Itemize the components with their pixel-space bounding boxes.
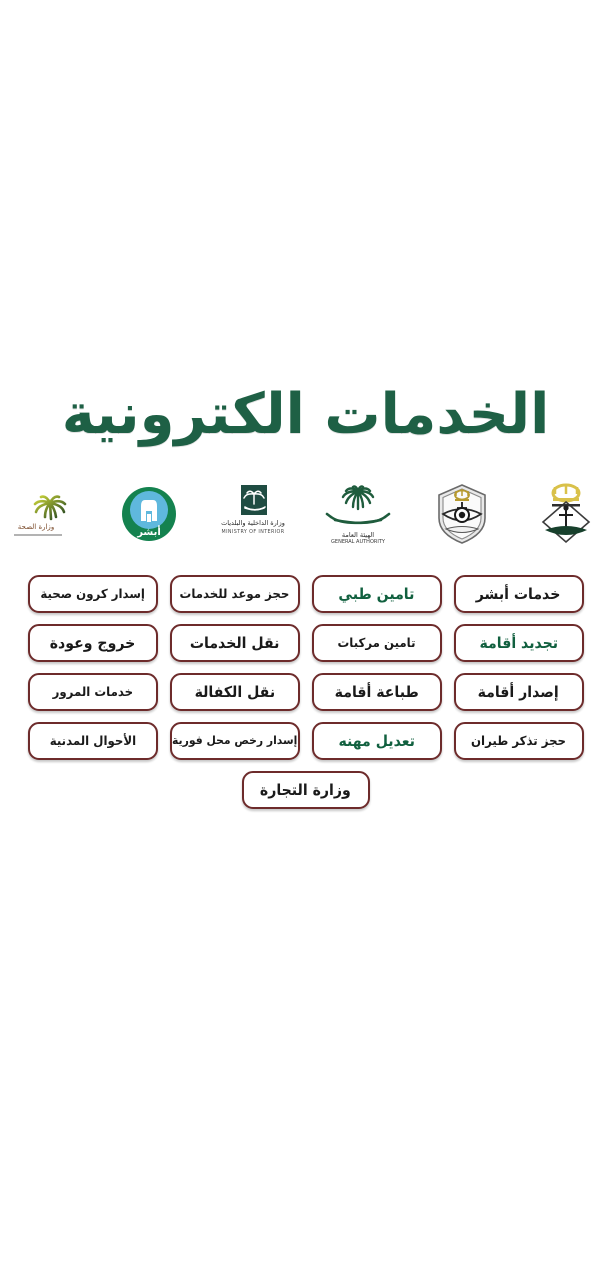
service-button-label: وزارة التجارة bbox=[260, 780, 351, 799]
service-button-traffic-services[interactable] bbox=[28, 673, 158, 711]
service-button-label: خروج وعودة bbox=[49, 633, 136, 652]
logo-strip bbox=[0, 478, 611, 550]
jawazat-passports-badge-icon bbox=[423, 479, 501, 549]
service-button-civil-affairs[interactable] bbox=[28, 722, 158, 760]
service-button-change-profession[interactable] bbox=[312, 722, 442, 760]
service-button-print-residency[interactable] bbox=[312, 673, 442, 711]
service-button-label: تامين مركبات bbox=[337, 634, 416, 650]
services-row-2 bbox=[0, 624, 611, 662]
services-row-4 bbox=[0, 722, 611, 760]
service-button-label: تجديد أقامة bbox=[479, 633, 558, 652]
service-button-label: طباعة أقامة bbox=[334, 682, 419, 701]
services-button-grid bbox=[0, 575, 611, 809]
service-button-label: نقل الكفالة bbox=[194, 682, 275, 701]
palm-tree-logo-icon bbox=[6, 479, 84, 549]
services-row-3 bbox=[0, 673, 611, 711]
service-button-book-service-appointment[interactable] bbox=[170, 575, 300, 613]
svg-text:GENERAL AUTHORITY: GENERAL AUTHORITY bbox=[330, 539, 385, 545]
service-button-label: إصدار أقامة bbox=[477, 682, 560, 701]
service-button-book-flight-ticket[interactable] bbox=[454, 722, 584, 760]
absher-circle-logo-icon bbox=[110, 479, 188, 549]
service-button-transfer-services[interactable] bbox=[170, 624, 300, 662]
service-button-absher-services[interactable] bbox=[454, 575, 584, 613]
svg-text:MINISTRY OF INTERIOR: MINISTRY OF INTERIOR bbox=[221, 530, 285, 535]
service-button-ministry-of-commerce[interactable] bbox=[242, 771, 370, 809]
page-title-container bbox=[0, 382, 611, 447]
saudi-palm-swords-emblem-icon bbox=[319, 479, 397, 549]
service-button-label: نقل الخدمات bbox=[189, 633, 280, 652]
svg-text:أبشر: أبشر bbox=[137, 527, 161, 538]
svg-text:وزارة الداخلية والبلديات: وزارة الداخلية والبلديات bbox=[221, 519, 286, 527]
service-button-label: حجز موعد للخدمات bbox=[179, 585, 290, 601]
service-button-issue-residency[interactable] bbox=[454, 673, 584, 711]
page-title: الخدمات الكترونية bbox=[61, 382, 550, 447]
service-button-label: الأحوال المدنية bbox=[49, 732, 136, 748]
service-button-exit-reentry[interactable] bbox=[28, 624, 158, 662]
svg-text:الهيئة العامة: الهيئة العامة bbox=[341, 531, 374, 539]
service-button-instant-shop-license[interactable] bbox=[170, 722, 300, 760]
services-row-1 bbox=[0, 575, 611, 613]
service-button-label: إسدار رخص محل فورية bbox=[171, 733, 298, 748]
svg-text:وزارة الصحة: وزارة الصحة bbox=[17, 523, 55, 531]
service-button-issue-health-cards[interactable] bbox=[28, 575, 158, 613]
service-button-label: إسدار كرون صحية bbox=[40, 585, 145, 601]
service-button-label: خدمات المرور bbox=[52, 683, 133, 699]
service-button-vehicle-insurance[interactable] bbox=[312, 624, 442, 662]
service-button-label: تعديل مهنه bbox=[338, 731, 415, 750]
services-row-5 bbox=[0, 771, 611, 809]
service-button-label: خدمات أبشر bbox=[476, 584, 561, 603]
service-button-label: حجز تذكر طيران bbox=[471, 732, 566, 748]
service-button-label: تامين طبي bbox=[338, 584, 415, 603]
ministry-of-interior-logo-icon bbox=[214, 479, 292, 549]
service-button-renew-residency[interactable] bbox=[454, 624, 584, 662]
service-button-sponsorship-transfer[interactable] bbox=[170, 673, 300, 711]
royal-diamond-crown-emblem-icon bbox=[527, 479, 605, 549]
service-button-medical-insurance[interactable] bbox=[312, 575, 442, 613]
